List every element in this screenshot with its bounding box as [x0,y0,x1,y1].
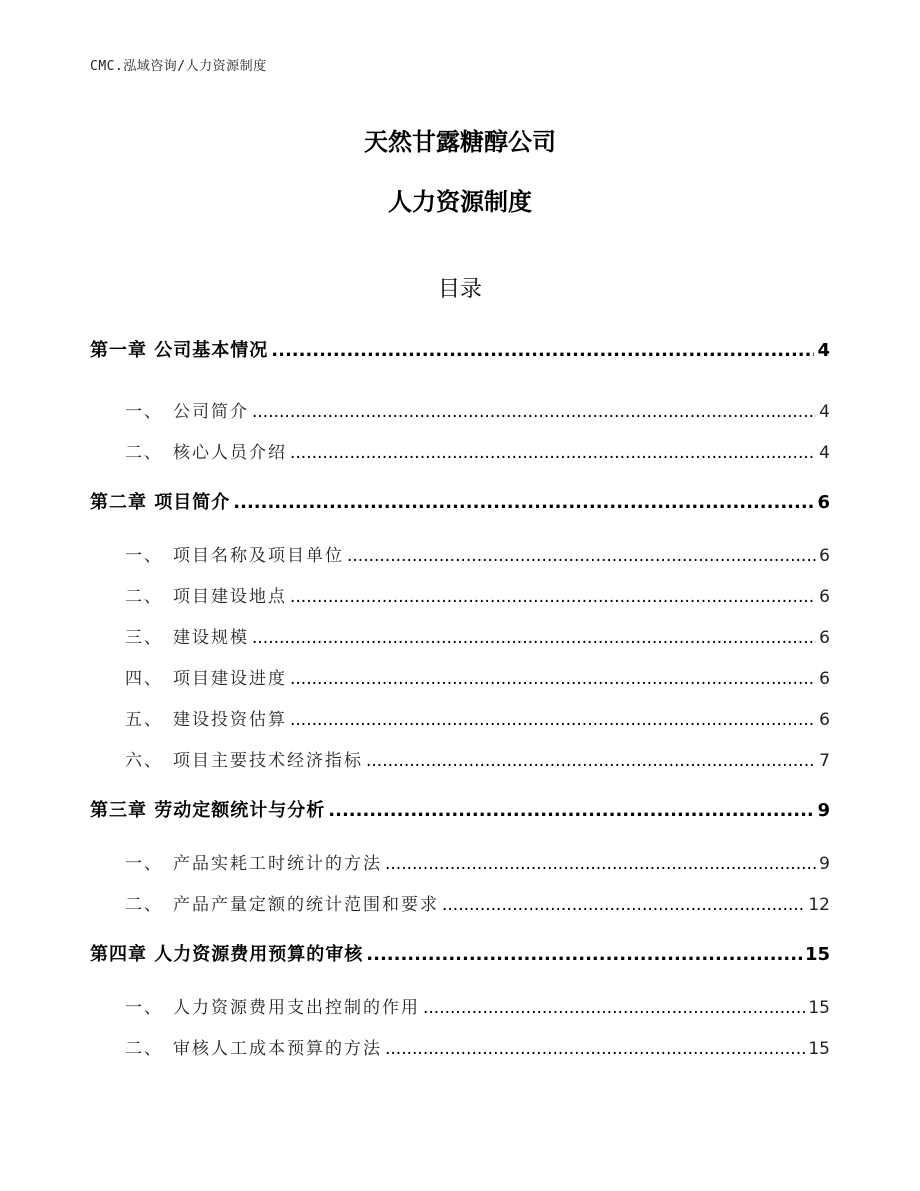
toc-number: 二、 [125,1039,163,1059]
toc-label: 建设规模 [173,628,249,648]
toc-chapter-1[interactable] [90,336,830,362]
toc-number: 三、 [125,628,163,648]
toc-label: 第二章 项目简介 [90,492,231,513]
toc-leader [271,340,814,361]
toc-leader [328,800,814,821]
toc-page: 6 [819,546,830,566]
toc-label: 第一章 公司基本情况 [90,340,269,361]
toc-leader [442,895,805,915]
toc-number: 五、 [125,710,163,730]
toc-label: 公司简介 [173,402,249,422]
toc-page: 15 [808,998,830,1018]
toc-number: 一、 [125,854,163,874]
toc-page: 9 [817,800,830,821]
toc-section[interactable] [90,849,830,874]
toc-number: 二、 [125,443,163,463]
toc-page: 15 [808,1039,830,1059]
toc-leader [290,587,816,607]
toc-page: 4 [819,402,830,422]
toc-number: 一、 [125,546,163,566]
toc-leader [366,944,802,965]
toc-label: 审核人工成本预算的方法 [173,1039,382,1059]
toc-number: 一、 [125,998,163,1018]
toc-label: 产品实耗工时统计的方法 [173,854,382,874]
toc-section[interactable] [90,746,830,771]
toc-chapter-2[interactable] [90,488,830,514]
toc-label: 项目建设进度 [173,669,287,689]
toc-page: 12 [808,895,830,915]
toc-leader [290,443,816,463]
toc-page: 6 [819,669,830,689]
document-title: 天然甘露糖醇公司 [364,128,556,156]
toc-leader [423,998,805,1018]
toc-label: 人力资源费用支出控制的作用 [173,998,420,1018]
toc-section[interactable] [90,664,830,689]
toc-section[interactable] [90,705,830,730]
toc-number: 四、 [125,669,163,689]
toc-number: 一、 [125,402,163,422]
toc-page: 6 [819,710,830,730]
toc-section[interactable] [90,438,830,463]
toc-number: 二、 [125,895,163,915]
toc-page: 15 [804,944,830,965]
toc-label: 项目名称及项目单位 [173,546,344,566]
toc-leader [252,402,816,422]
document-header: CMC.泓域咨询/人力资源制度 [90,59,267,74]
toc-label: 项目建设地点 [173,587,287,607]
toc-leader [385,1039,805,1059]
document-subtitle: 人力资源制度 [388,188,532,216]
toc-heading: 目录 [437,277,482,302]
toc-leader [347,546,816,566]
toc-leader [366,751,816,771]
toc-label: 产品产量定额的统计范围和要求 [173,895,439,915]
toc-label: 项目主要技术经济指标 [173,751,363,771]
toc-page: 9 [819,854,830,874]
toc-number: 六、 [125,751,163,771]
toc-page: 6 [819,587,830,607]
toc-label: 第四章 人力资源费用预算的审核 [90,944,364,965]
toc-page: 4 [817,340,830,361]
toc-leader [385,854,816,874]
toc-leader [290,710,816,730]
toc-page: 6 [817,492,830,513]
toc-number: 二、 [125,587,163,607]
toc-label: 核心人员介绍 [173,443,287,463]
toc-leader [290,669,816,689]
toc-section[interactable] [90,582,830,607]
toc-page: 4 [819,443,830,463]
toc-label: 第三章 劳动定额统计与分析 [90,800,326,821]
toc-chapter-3[interactable] [90,796,830,822]
toc-chapter-4[interactable] [90,940,830,966]
toc-leader [252,628,816,648]
toc-page: 7 [819,751,830,771]
toc-section[interactable] [90,1034,830,1059]
toc-page: 6 [819,628,830,648]
toc-section[interactable] [90,541,830,566]
toc-section[interactable] [90,623,830,648]
toc-section[interactable] [90,993,830,1018]
toc-leader [233,492,814,513]
toc-label: 建设投资估算 [173,710,287,730]
toc-section[interactable] [90,397,830,422]
toc-section[interactable] [90,890,830,915]
